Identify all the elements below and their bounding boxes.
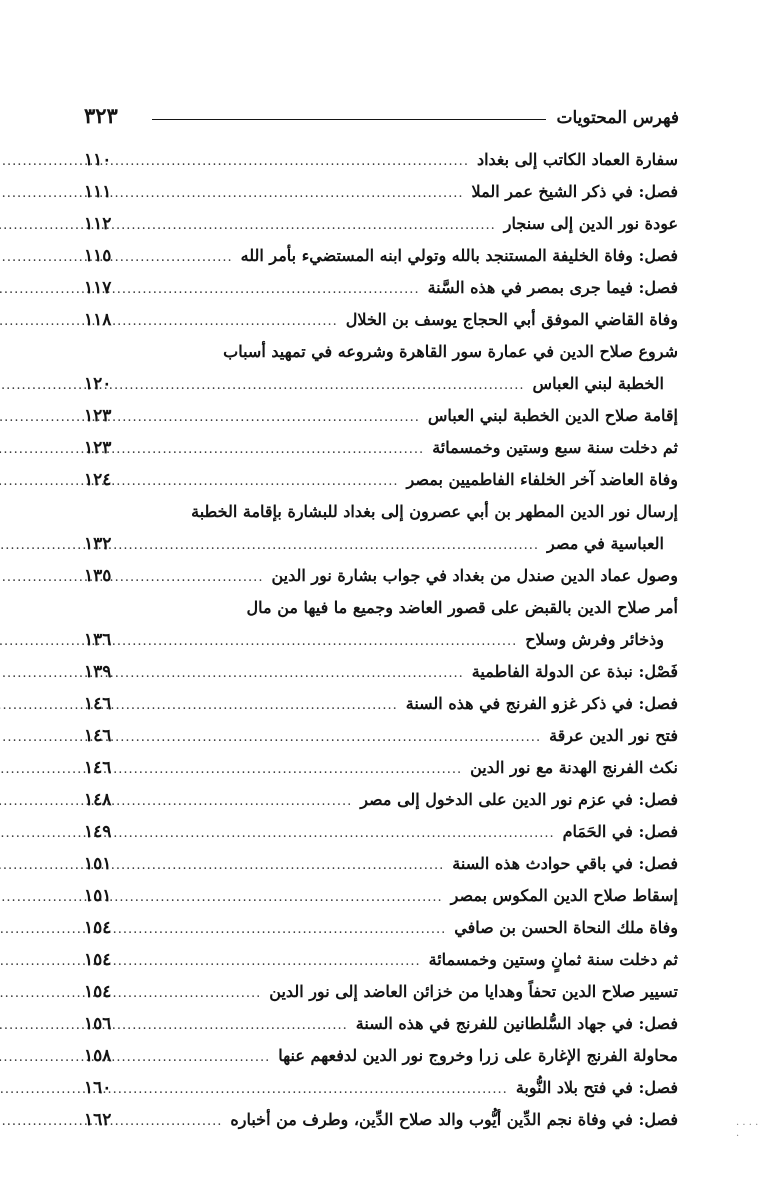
toc-entry-page: ١٤٩ xyxy=(84,822,112,842)
toc-entry xyxy=(84,944,678,976)
toc-entry xyxy=(84,1040,678,1072)
toc-entry-line xyxy=(84,240,678,272)
toc-entry-title: عودة نور الدين إلى سنجار xyxy=(503,214,678,233)
toc-entry-page: ١١١ xyxy=(84,182,112,202)
dot-leader xyxy=(152,882,443,914)
toc-entry-page: ١٣٥ xyxy=(84,566,112,586)
dot-leader xyxy=(152,434,424,466)
dot-leader xyxy=(152,626,517,658)
running-title: فهرس المحتويات xyxy=(556,108,679,128)
toc-entry-line xyxy=(84,912,678,944)
toc-entry xyxy=(84,880,678,912)
toc-entry-line xyxy=(84,752,678,784)
toc-entry-line xyxy=(84,656,678,688)
toc-entry-line xyxy=(84,368,678,400)
toc-entry-line xyxy=(84,400,678,432)
toc-entry-page: ١١٧ xyxy=(84,278,112,298)
toc-entry-page: ١٥٤ xyxy=(84,950,112,970)
toc-entry-title: وفاة العاضد آخر الخلفاء الفاطميين بمصر xyxy=(406,470,678,489)
toc-entry-page: ١٦٢ xyxy=(84,1110,112,1130)
toc-entry-title: محاولة الفرنج الإغارة على زرا وخروج نور الدين لدفعهم عنها xyxy=(278,1046,678,1065)
toc-entry-page: ١٣٦ xyxy=(84,630,112,650)
toc-entry-line xyxy=(84,784,678,816)
dot-leader xyxy=(152,978,261,1010)
toc-entry xyxy=(84,176,678,208)
toc-entry-page: ١٢٠ xyxy=(84,374,112,394)
toc-entry-page: ١٢٣ xyxy=(84,438,112,458)
toc-entry-line xyxy=(84,432,678,464)
toc-entry-title: فَصْل: نبذة عن الدولة الفاطمية xyxy=(471,662,678,681)
toc-entry xyxy=(84,912,678,944)
toc-entry-line xyxy=(84,1104,678,1136)
page-header xyxy=(84,96,679,128)
toc-entry-title: فصل: في جهاد السُّلطانين للفرنج في هذه السنة xyxy=(355,1014,678,1033)
toc-entry xyxy=(84,496,678,560)
dot-leader xyxy=(152,210,496,242)
toc-entry-line xyxy=(84,1040,678,1072)
toc-entry-title: فصل: في ذكر الشيخ عمر الملا xyxy=(471,182,678,201)
toc-entry xyxy=(84,304,678,336)
dot-leader xyxy=(152,370,525,402)
toc-entry-title: سفارة العماد الكاتب إلى بغداد xyxy=(476,150,678,169)
dot-leader xyxy=(152,146,469,178)
toc-entry xyxy=(84,272,678,304)
toc-entry xyxy=(84,976,678,1008)
toc-entry-line xyxy=(84,208,678,240)
toc-entry-title: وفاة القاضي الموفق أبي الحجاج يوسف بن الخلال xyxy=(345,310,678,329)
dot-leader xyxy=(152,402,420,434)
page-number: ٣٢٣ xyxy=(84,103,118,128)
toc-entry-title: فصل: في وفاة نجم الدِّين أيُّوب والد صلاح الدِّين، وطرف من أخباره xyxy=(230,1110,678,1129)
toc-entry xyxy=(84,400,678,432)
toc-entry xyxy=(84,1072,678,1104)
toc-entry-title: فصل: في الحَمَام xyxy=(562,822,678,841)
dot-leader xyxy=(152,690,398,722)
toc-entry-title: فصل: في باقي حوادث هذه السنة xyxy=(452,854,678,873)
toc-entry xyxy=(84,1008,678,1040)
toc-entry-line xyxy=(84,816,678,848)
toc-entry-page: ١٥٤ xyxy=(84,982,112,1002)
dot-leader xyxy=(152,754,462,786)
toc-entry xyxy=(84,560,678,592)
dot-leader xyxy=(152,1010,348,1042)
toc-entry-page: ١١٢ xyxy=(84,214,112,234)
toc-entry-line xyxy=(84,720,678,752)
toc-entry-title: إسقاط صلاح الدين المكوس بمصر xyxy=(450,886,678,905)
toc-entry-page: ١٥١ xyxy=(84,886,112,906)
toc-entry xyxy=(84,464,678,496)
toc-entry-title: وصول عماد الدين صندل من بغداد في جواب بشارة نور الدين xyxy=(271,566,678,585)
toc-entry xyxy=(84,688,678,720)
toc-entry-title: إقامة صلاح الدين الخطبة لبني العباس xyxy=(427,406,678,425)
toc-entry-page: ١١٠ xyxy=(84,150,112,170)
toc-entry-page: ١٤٦ xyxy=(84,758,112,778)
toc-entry-page: ١٣٢ xyxy=(84,534,112,554)
dot-leader xyxy=(152,946,421,978)
toc-entry-page: ١٥٤ xyxy=(84,918,112,938)
toc-entry-title: فصل: فيما جرى بمصر في هذه السَّنة xyxy=(427,278,678,297)
toc-entry-line xyxy=(84,976,678,1008)
toc-entry-line xyxy=(84,688,678,720)
toc-entry-page: ١٣٩ xyxy=(84,662,112,682)
toc-entry-title: العباسية في مصر xyxy=(547,534,664,553)
margin-dots: · · · · · xyxy=(736,1120,759,1142)
dot-leader xyxy=(152,466,399,498)
toc-entry-title-line: إرسال نور الدين المطهر بن أبي عصرون إلى بغداد للبشارة بإقامة الخطبة xyxy=(191,502,678,521)
toc-entry-line xyxy=(84,880,678,912)
toc-entry xyxy=(84,240,678,272)
toc-entry xyxy=(84,1104,678,1136)
toc-entry-title-line: شروع صلاح الدين في عمارة سور القاهرة وشروعه في تمهيد أسباب xyxy=(223,342,678,361)
dot-leader xyxy=(152,306,338,338)
toc-entry-page: ١٢٤ xyxy=(84,470,112,490)
toc-entry-page: ١٥٦ xyxy=(84,1014,112,1034)
dot-leader xyxy=(152,530,539,562)
toc-entry-page: ١١٥ xyxy=(84,246,112,266)
dot-leader xyxy=(152,818,555,850)
toc-entry-title: وفاة ملك النحاة الحسن بن صافي xyxy=(454,918,678,937)
toc-entry-title: نكث الفرنج الهدنة مع نور الدين xyxy=(470,758,678,777)
toc-entry-line xyxy=(84,624,678,656)
dot-leader xyxy=(152,722,541,754)
toc-entry xyxy=(84,720,678,752)
toc-entry xyxy=(84,816,678,848)
dot-leader xyxy=(152,1106,222,1138)
toc-entry-title: ثم دخلت سنة سبع وستين وخمسمائة xyxy=(432,438,678,457)
toc-entry-title: فصل: في عزم نور الدين على الدخول إلى مصر xyxy=(360,790,678,809)
dot-leader xyxy=(152,786,352,818)
dot-leader xyxy=(152,914,446,946)
toc-entry-title-line: أمر صلاح الدين بالقبض على قصور العاضد وجميع ما فيها من مال xyxy=(246,598,678,617)
dot-leader xyxy=(152,658,464,690)
dot-leader xyxy=(152,242,233,274)
toc-entry-page: ١٥١ xyxy=(84,854,112,874)
toc-entry-page: ١٢٣ xyxy=(84,406,112,426)
dot-leader xyxy=(152,850,444,882)
toc-entry xyxy=(84,752,678,784)
toc-entry-page: ١٥٨ xyxy=(84,1046,112,1066)
toc-list xyxy=(84,144,678,1136)
toc-entry-page: ١٤٨ xyxy=(84,790,112,810)
dot-leader xyxy=(152,178,464,210)
toc-entry-title: فصل: وفاة الخليفة المستنجد بالله وتولي ابنه المستضيء بأمر الله xyxy=(240,246,678,265)
toc-entry-page: ١١٨ xyxy=(84,310,112,330)
toc-entry-line xyxy=(84,144,678,176)
dot-leader xyxy=(152,274,420,306)
toc-entry xyxy=(84,144,678,176)
toc-entry-line xyxy=(84,944,678,976)
toc-entry-line xyxy=(84,176,678,208)
toc-entry xyxy=(84,592,678,656)
toc-entry xyxy=(84,848,678,880)
toc-entry-line xyxy=(84,560,678,592)
toc-entry-page: ١٤٦ xyxy=(84,726,112,746)
toc-entry-title: فصل: في ذكر غزو الفرنج في هذه السنة xyxy=(405,694,678,713)
toc-entry-title: الخطبة لبني العباس xyxy=(532,374,664,393)
toc-entry xyxy=(84,432,678,464)
toc-entry-title: فتح نور الدين عرقة xyxy=(549,726,678,745)
toc-entry xyxy=(84,208,678,240)
toc-entry-page: ١٦٠ xyxy=(84,1078,112,1098)
toc-entry-line xyxy=(84,1072,678,1104)
toc-entry-line xyxy=(84,304,678,336)
dot-leader xyxy=(152,562,263,594)
toc-entry-line xyxy=(84,848,678,880)
toc-entry xyxy=(84,784,678,816)
dot-leader xyxy=(152,1042,270,1074)
toc-entry-line xyxy=(84,272,678,304)
toc-entry-title: تسيير صلاح الدين تحفاً وهدايا من خزائن العاضد إلى نور الدين xyxy=(269,982,678,1001)
toc-entry-line xyxy=(84,1008,678,1040)
toc-entry xyxy=(84,656,678,688)
toc-entry-title: وذخائر وفرش وسلاح xyxy=(525,630,664,649)
toc-entry-line xyxy=(84,528,678,560)
dot-leader xyxy=(152,1074,508,1106)
toc-entry-title: ثم دخلت سنة ثمانٍ وستين وخمسمائة xyxy=(428,950,678,969)
toc-entry xyxy=(84,336,678,400)
toc-entry-title: فصل: في فتح بلاد النُّوبة xyxy=(515,1078,678,1097)
toc-entry-page: ١٤٦ xyxy=(84,694,112,714)
header-rule xyxy=(152,119,547,120)
toc-entry-line xyxy=(84,464,678,496)
